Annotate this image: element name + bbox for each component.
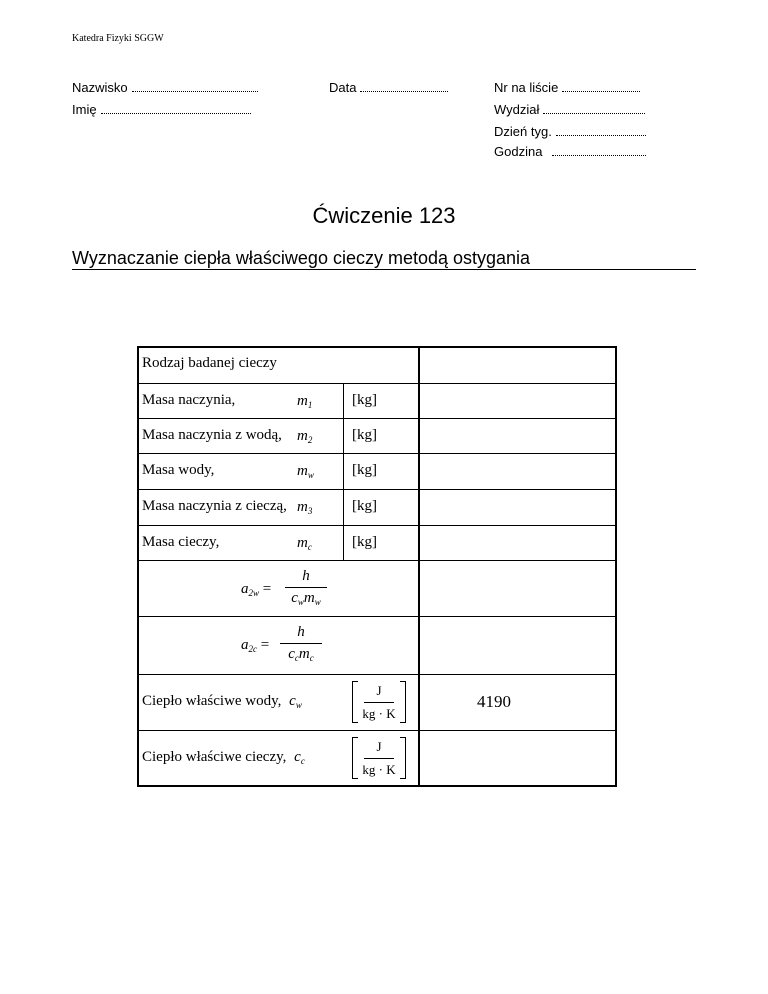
formula-a2c-lhs: $a_{2c}$ = [241, 637, 270, 654]
row-label: Masa naczynia z wodą, [142, 427, 282, 443]
field-nr-line[interactable] [562, 90, 640, 92]
field-nazwisko [72, 80, 258, 95]
row-divider [137, 674, 617, 675]
row-label: Ciepło właściwe cieczy, $c_c$ [142, 749, 305, 766]
field-imie [72, 102, 251, 117]
field-dzien-tyg [494, 124, 646, 139]
table-divider-symbol [343, 383, 344, 561]
institution-header: Katedra Fizyki SGGW [72, 33, 164, 44]
field-data-label: Data [329, 80, 357, 95]
table-border-right [615, 346, 617, 787]
field-wydzial-line[interactable] [543, 112, 645, 114]
field-wydzial [494, 102, 645, 117]
field-nr-na-liscie [494, 80, 640, 95]
field-data [329, 80, 448, 95]
row-unit: [kg] [352, 462, 377, 478]
field-dzien-line[interactable] [556, 134, 646, 136]
table-divider-value [418, 346, 420, 787]
row-unit: [kg] [352, 392, 377, 408]
subtitle-rule [72, 269, 696, 270]
row-divider [137, 616, 617, 617]
formula-a2w-fraction: h $c_wm_w$ [285, 568, 327, 607]
liquid-type-label: Rodzaj badanej cieczy [142, 355, 277, 371]
row-divider [137, 453, 617, 454]
field-dzien-label: Dzień tyg. [494, 124, 552, 139]
row-symbol: $m_c$ [297, 535, 312, 552]
row-symbol: $m_3$ [297, 499, 313, 516]
field-nr-label: Nr na liście [494, 80, 559, 95]
field-data-line[interactable] [360, 90, 448, 92]
row-divider [137, 489, 617, 490]
row-symbol: $m_2$ [297, 428, 313, 445]
table-border-bottom [137, 785, 617, 787]
row-divider [137, 525, 617, 526]
field-imie-line[interactable] [101, 112, 251, 114]
row-label: Masa wody, [142, 462, 215, 478]
row-symbol: $m_1$ [297, 393, 313, 410]
row-symbol: $m_w$ [297, 463, 314, 480]
row-divider [137, 560, 617, 561]
field-godzina-label: Godzina [494, 144, 543, 159]
formula-a2c-fraction: h $c_cm_c$ [280, 624, 322, 663]
field-nazwisko-line[interactable] [132, 90, 258, 92]
field-nazwisko-label: Nazwisko [72, 80, 128, 95]
field-godzina [494, 144, 646, 159]
table-border-top [137, 346, 617, 348]
row-divider [137, 383, 617, 384]
row-label: Ciepło właściwe wody, $c_w$ [142, 693, 302, 710]
row-divider [137, 418, 617, 419]
table-border-left [137, 346, 139, 787]
field-wydzial-label: Wydział [494, 102, 540, 117]
page-title: Ćwiczenie 123 [312, 203, 456, 228]
row-divider [137, 730, 617, 731]
row-unit: [kg] [352, 427, 377, 443]
row-unit: [kg] [352, 534, 377, 550]
row-label: Masa naczynia z cieczą, [142, 498, 287, 514]
unit-j-per-kg-k: J kg · K [352, 681, 406, 723]
formula-a2w-lhs: $a_{2w}$ = [241, 581, 272, 598]
unit-j-per-kg-k: J kg · K [352, 737, 406, 779]
page-subtitle: Wyznaczanie ciepła właściwego cieczy metodą ostygania [72, 248, 531, 268]
row-label: Masa naczynia, [142, 392, 236, 408]
field-godzina-line[interactable] [552, 154, 646, 156]
row-unit: [kg] [352, 498, 377, 514]
field-imie-label: Imię [72, 102, 97, 117]
row-label: Masa cieczy, [142, 534, 220, 550]
measurement-table [137, 346, 617, 787]
cw-value[interactable]: 4190 [477, 692, 511, 711]
